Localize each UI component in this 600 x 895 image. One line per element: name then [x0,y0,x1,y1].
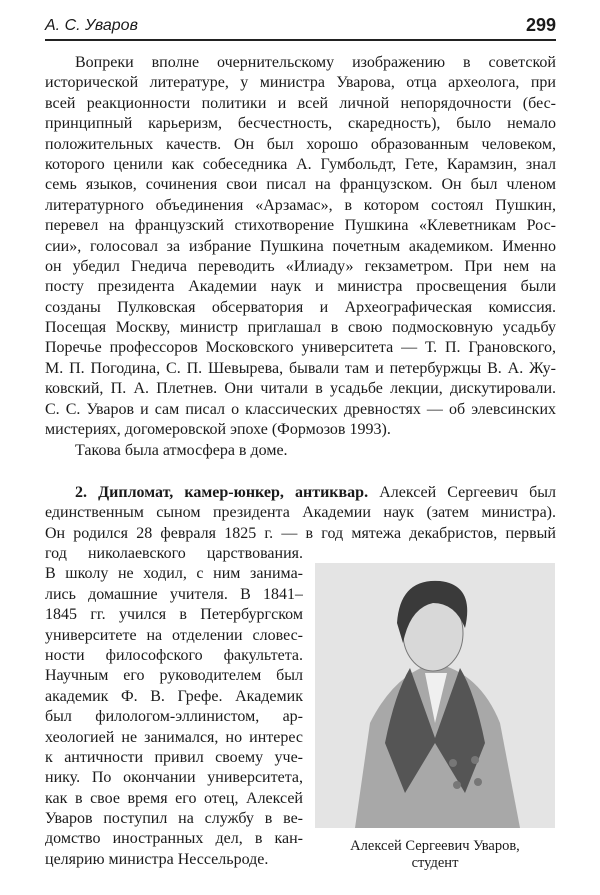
text-run: Алексей Сергеевич был [379,484,556,501]
section-heading: 2. Дипломат, камер-юнкер, антиквар. [75,484,369,501]
text-line: Научным его руководителем был [45,667,303,685]
text-line: целярию министра Нессельроде. [45,850,269,868]
text-line: семь языков, сочинения свои писал на французском. Он был членом [45,176,556,194]
text-line: исторической литературе, у министра Уварова, отца археолога, при [45,74,556,92]
text-line: принципный карьеризм, бесчестность, скаредность), было немало [45,115,556,133]
text-line: был филологом-эллинистом, ар- [45,708,303,726]
portrait-drawing [315,563,555,828]
text-line: университете на отделении словес- [45,626,303,644]
portrait-image [315,563,555,828]
text-line: Уваров поступил на службу в ве- [45,810,303,828]
paragraph-2 [45,441,556,461]
running-header-author: А. С. Уваров [45,17,138,34]
header-rule [45,39,556,41]
text-line: посту президента Академии наук и министра просвещения были [45,278,556,296]
text-line: 1845 гг. учился в Петербургском [45,606,303,624]
text-line: к античности привил своему уче- [45,748,303,766]
caption-line: Алексей Сергеевич Уваров, [350,838,520,854]
text-line: М. П. Погодина, С. П. Шевырева, бывали там и петербуржцы В. А. Жу- [45,359,556,377]
text-line: которого ценили как собеседника А. Гумбольдт, Гете, Карамзин, знал [45,155,556,173]
text-line: С. С. Уваров и сам писал о классических древностях — об элевсинских [45,400,556,418]
text-line: хеологией не занимался, но интерес [45,728,303,746]
text-line: академик Ф. В. Грефе. Академик [45,687,303,705]
text-line: сии», голосовал за избрание Пушкина почетным академиком. Именно [45,237,556,255]
text-line: он убедил Гнедича переводить «Илиаду» гекзаметром. При нем на [45,257,556,275]
text-line: Поречье профессоров Московского университета — Т. П. Грановского, [45,339,556,357]
text-line: всей реакционности политики и всей личной непорядочности (бес- [45,94,556,112]
text-line: ности философского факультета. [45,646,303,664]
text-line: В школу не ходил, с ним занима- [45,565,303,583]
text-line: Посещая Москву, министр приглашал в свою подмосковную усадьбу [45,319,556,337]
text-line: ковский, П. А. Плетнев. Они читали в усадьбе лекции, дискутировали. [45,380,556,398]
figure-caption [315,838,555,872]
text-line: мистериях, догомеровской эпохе (Формозов 1993). [45,421,391,439]
text-line: перевел на французский стихотворение Пушкина «Клеветникам Рос- [45,217,556,235]
text-line: Такова была атмосфера в доме. [75,442,288,459]
section-2-column [45,544,303,870]
section-2-intro [45,483,556,544]
caption-line: студент [411,855,459,871]
text-line [45,483,556,503]
text-line: год николаевского царствования. [45,545,303,562]
text-line: нику. По окончании университета, [45,769,303,787]
text-line: созданы Пулковская обсерватория и Археографическая комиссия. [45,298,556,316]
text-line: домство иностранных дел, в кан- [45,830,303,848]
text-line: лись домашние учителя. В 1841– [45,585,303,603]
paragraph-1 [45,53,556,440]
text-line: единственным сыном президента Академии наук (затем министра). [45,504,556,522]
text-line: литературного объединения «Арзамас», в котором состоял Пушкин, [45,196,556,214]
text-line: как в свое время его отец, Алексей [45,789,303,807]
text-line: положительных качеств. Он был хорошо образованным человеком, [45,135,556,153]
page-number: 299 [525,15,556,35]
text-line: Он родился 28 февраля 1825 г. — в год мятежа декабристов, первый [45,524,556,542]
text-line: Вопреки вполне очернительскому изображению в советской [75,54,556,71]
